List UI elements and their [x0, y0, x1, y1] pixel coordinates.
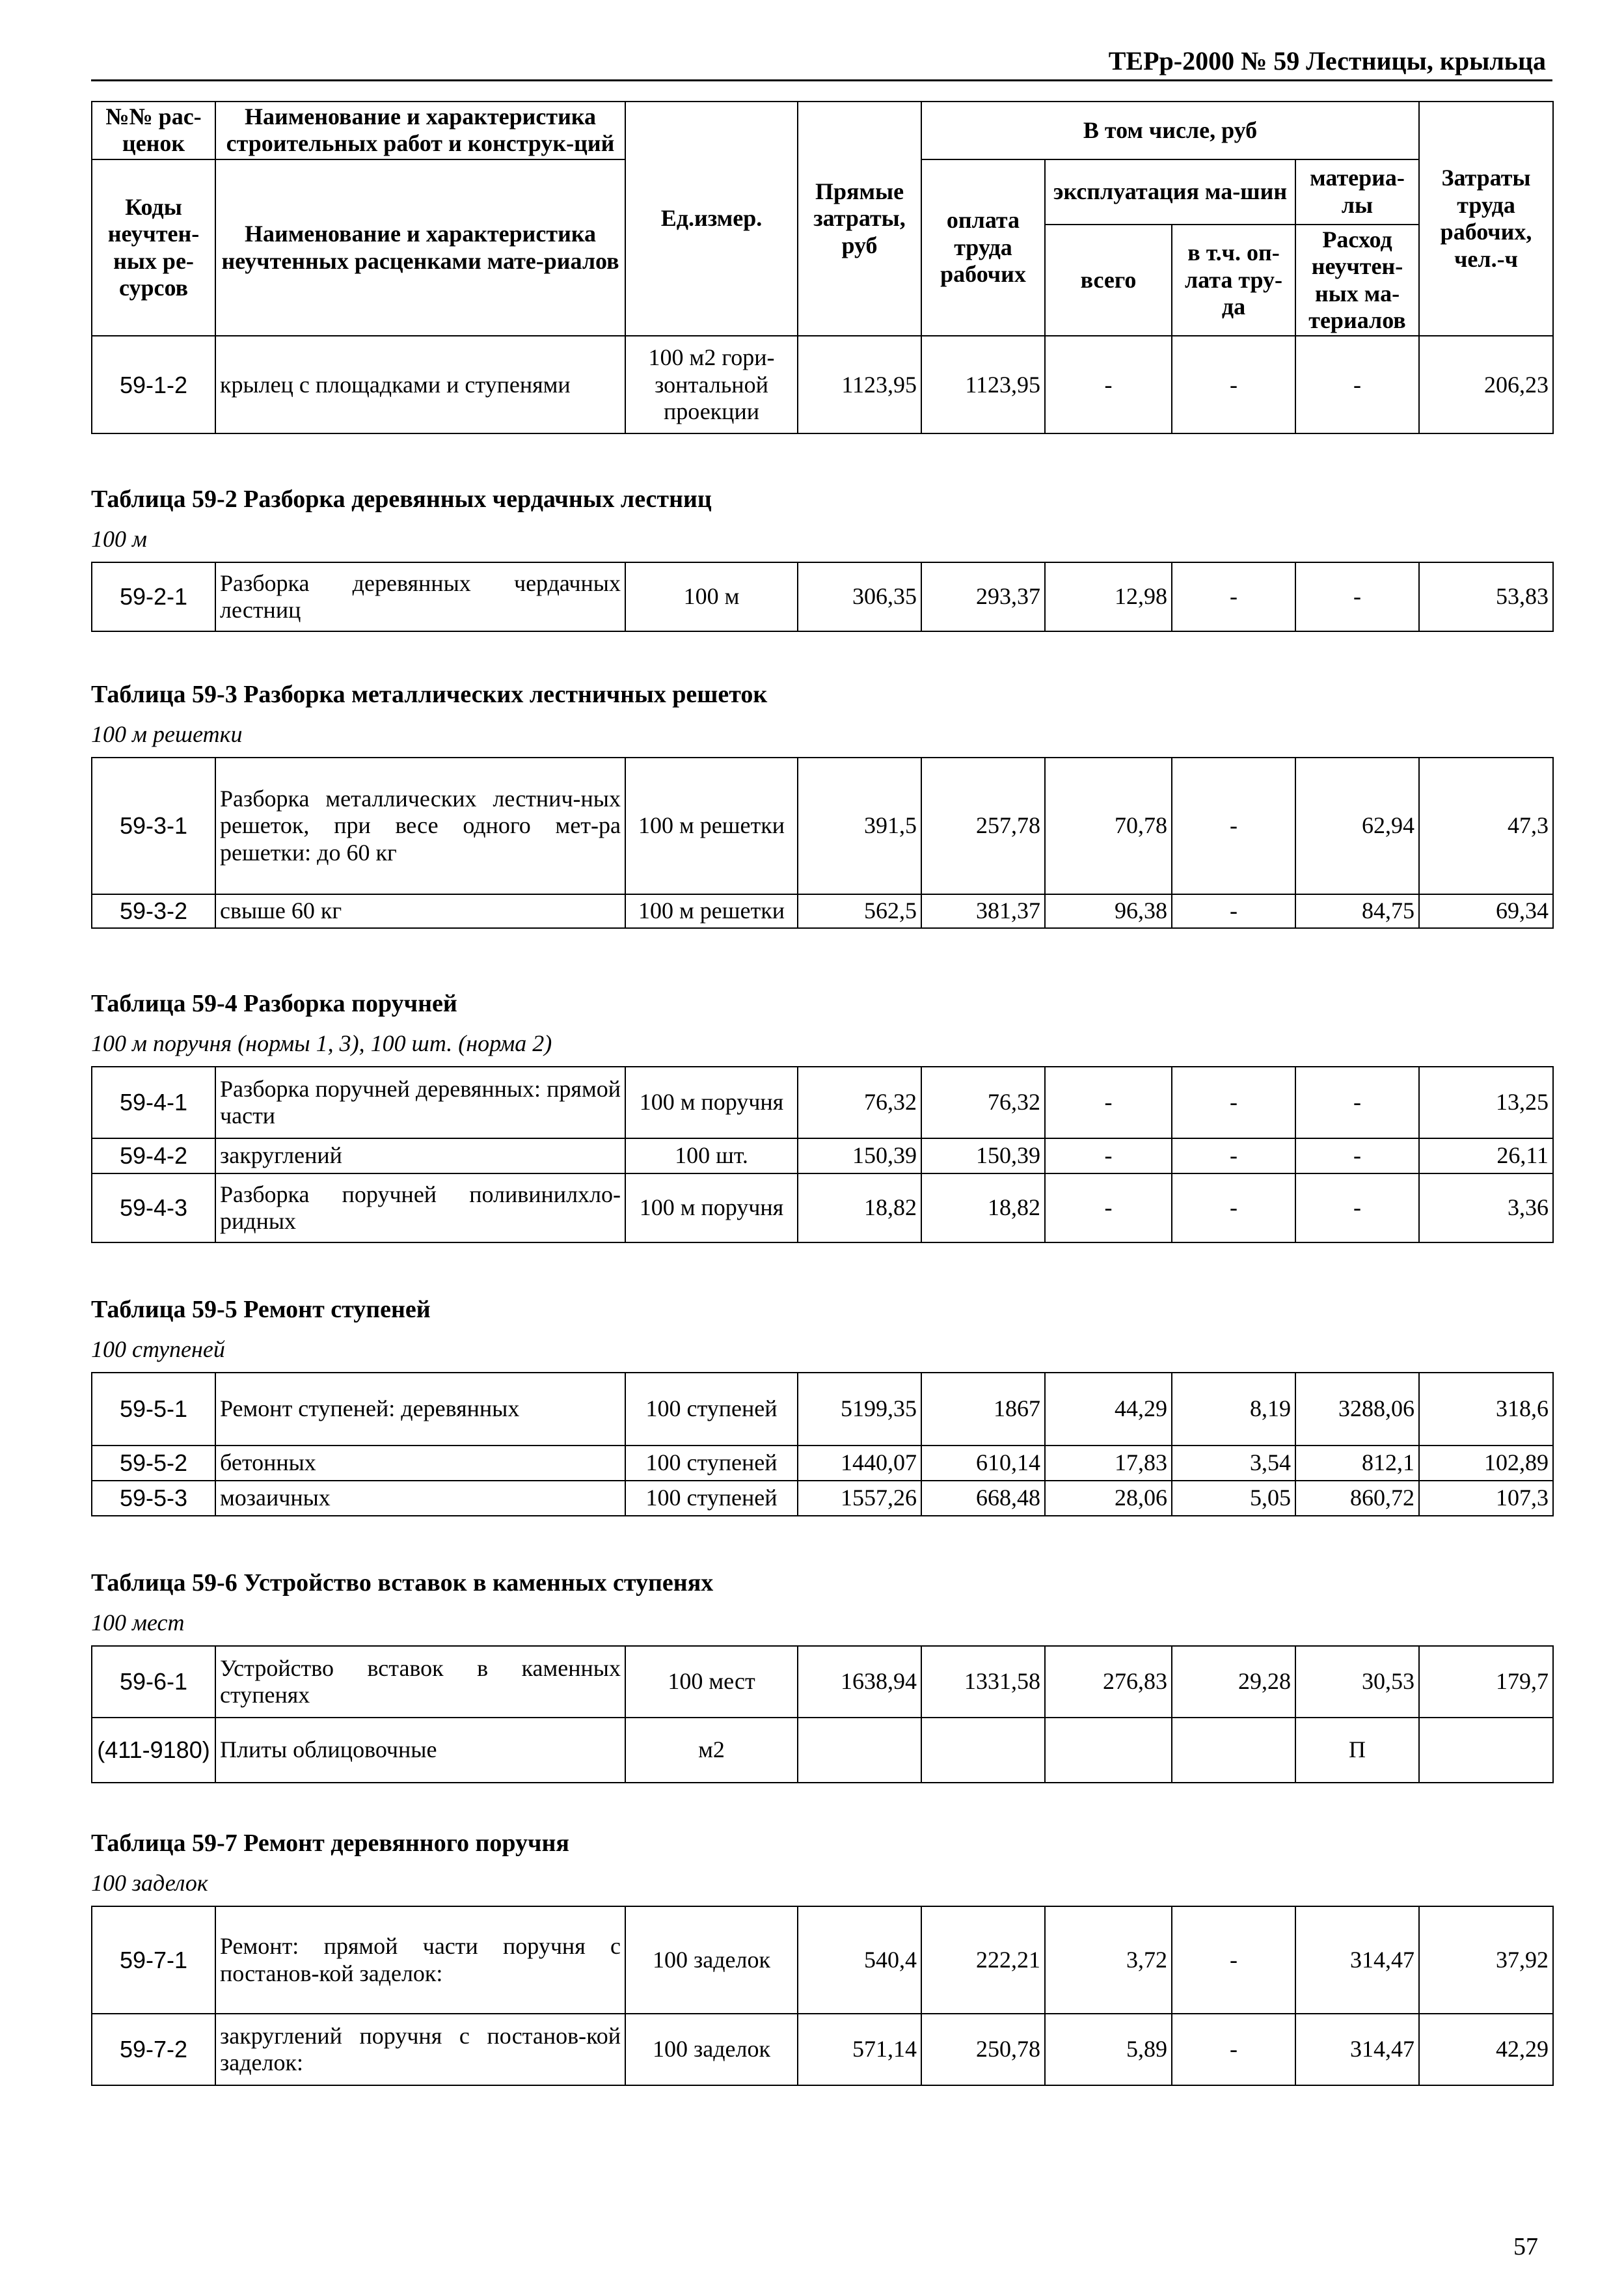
row-name: свыше 60 кг [215, 894, 625, 928]
row-machines: 28,06 [1045, 1481, 1172, 1516]
table-unit: 100 мест [91, 1610, 185, 1636]
table-row [92, 1138, 1553, 1173]
row-direct: 76,32 [798, 1067, 921, 1138]
row-code: 59-4-3 [92, 1173, 215, 1242]
row-pay: 1331,58 [921, 1646, 1045, 1718]
col-header-labor-pay: оплата труда рабочих [921, 159, 1045, 336]
table-title: Таблица 59-3 Разборка металлических лестничных решеток [91, 681, 768, 708]
table-59-5 [91, 1295, 1552, 1516]
row-machines: 44,29 [1045, 1373, 1172, 1446]
row-machines-pay: - [1172, 336, 1295, 433]
row-machines: - [1045, 1173, 1172, 1242]
row-direct: 391,5 [798, 758, 921, 894]
row-direct: 562,5 [798, 894, 921, 928]
row-materials: - [1295, 336, 1419, 433]
col-header-materials: материа-лы [1295, 159, 1419, 225]
row-materials: 30,53 [1295, 1646, 1419, 1718]
row-unit: 100 мест [625, 1646, 798, 1718]
resource-code: (411-9180) [92, 1718, 215, 1783]
row-name: мозаичных [215, 1481, 625, 1516]
row-labor: 206,23 [1419, 336, 1553, 433]
row-name: закруглений [215, 1138, 625, 1173]
row-machines: - [1045, 1138, 1172, 1173]
table-row [92, 1373, 1553, 1446]
row-code: 59-2-1 [92, 562, 215, 631]
empty-cell [921, 1718, 1045, 1783]
page-number: 57 [1513, 2233, 1538, 2260]
row-pay: 1867 [921, 1373, 1045, 1446]
row-name: крылец с площадками и ступенями [215, 336, 625, 433]
row-pay: 18,82 [921, 1173, 1045, 1242]
row-materials: 62,94 [1295, 758, 1419, 894]
table-title: Таблица 59-5 Ремонт ступеней [91, 1296, 431, 1323]
row-machines-pay: - [1172, 1067, 1295, 1138]
row-name: Разборка поручней поливинилхло-ридных [215, 1173, 625, 1242]
table-row [92, 1906, 1553, 2014]
table-unit: 100 заделок [91, 1870, 208, 1896]
row-machines-pay: - [1172, 562, 1295, 631]
row-name: Разборка поручней деревянных: прямой части [215, 1067, 625, 1138]
col-header-resource-code: Коды неучтен-ных ре-сурсов [92, 159, 215, 336]
table-row [92, 336, 1553, 433]
row-labor: 318,6 [1419, 1373, 1553, 1446]
row-materials: 860,72 [1295, 1481, 1419, 1516]
row-machines: 17,83 [1045, 1446, 1172, 1481]
table-row [92, 1646, 1553, 1718]
row-materials: 314,47 [1295, 2014, 1419, 2085]
row-machines-pay: 3,54 [1172, 1446, 1295, 1481]
row-labor: 42,29 [1419, 2014, 1553, 2085]
row-labor: 13,25 [1419, 1067, 1553, 1138]
row-direct: 150,39 [798, 1138, 921, 1173]
empty-cell [798, 1718, 921, 1783]
row-code: 59-1-2 [92, 336, 215, 433]
row-code: 59-4-2 [92, 1138, 215, 1173]
resource-row [92, 1718, 1553, 1783]
table-unit: 100 ступеней [91, 1336, 225, 1362]
row-labor: 179,7 [1419, 1646, 1553, 1718]
row-pay: 668,48 [921, 1481, 1045, 1516]
row-machines-pay: 29,28 [1172, 1646, 1295, 1718]
row-machines: - [1045, 1067, 1172, 1138]
col-header-machines-labor: в т.ч. оп-лата тру-да [1172, 225, 1295, 336]
table-59-2 [91, 485, 1552, 632]
table-row [92, 1481, 1553, 1516]
row-code: 59-5-3 [92, 1481, 215, 1516]
row-pay: 222,21 [921, 1906, 1045, 2014]
row-name: бетонных [215, 1446, 625, 1481]
table-title: Таблица 59-7 Ремонт деревянного поручня [91, 1830, 569, 1857]
row-pay: 257,78 [921, 758, 1045, 894]
col-header-resource-name: Наименование и характеристика неучтенных расценками мате-риалов [215, 159, 625, 336]
row-labor: 3,36 [1419, 1173, 1553, 1242]
row-name: Разборка металлических лестнич-ных решеток, при весе одного мет-ра решетки: до 60 кг [215, 758, 625, 894]
col-header-resource-qty: Расход неучтен-ных ма-териалов [1295, 225, 1419, 336]
row-machines-pay: - [1172, 758, 1295, 894]
row-pay: 610,14 [921, 1446, 1045, 1481]
row-unit: 100 ступеней [625, 1481, 798, 1516]
row-unit: 100 ступеней [625, 1373, 798, 1446]
row-machines-pay: - [1172, 1173, 1295, 1242]
row-labor: 107,3 [1419, 1481, 1553, 1516]
table-row [92, 1173, 1553, 1242]
table-title: Таблица 59-2 Разборка деревянных чердачных лестниц [91, 486, 712, 513]
row-code: 59-3-2 [92, 894, 215, 928]
row-direct: 1638,94 [798, 1646, 921, 1718]
row-unit: 100 м поручня [625, 1173, 798, 1242]
row-unit: 100 шт. [625, 1138, 798, 1173]
col-header-unit: Ед.измер. [625, 102, 798, 336]
row-materials: 314,47 [1295, 1906, 1419, 2014]
row-code: 59-3-1 [92, 758, 215, 894]
row-machines: 70,78 [1045, 758, 1172, 894]
table-row [92, 894, 1553, 928]
row-materials: - [1295, 562, 1419, 631]
row-direct: 306,35 [798, 562, 921, 631]
row-labor: 69,34 [1419, 894, 1553, 928]
col-header-name: Наименование и характеристика строительных работ и конструк-ций [215, 102, 625, 159]
row-unit: 100 м [625, 562, 798, 631]
row-unit: 100 м2 гори-зонтальной проекции [625, 336, 798, 433]
row-code: 59-5-2 [92, 1446, 215, 1481]
row-machines-pay: 5,05 [1172, 1481, 1295, 1516]
row-code: 59-4-1 [92, 1067, 215, 1138]
row-machines: - [1045, 336, 1172, 433]
row-direct: 571,14 [798, 2014, 921, 2085]
row-name: Разборка деревянных чердачных лестниц [215, 562, 625, 631]
row-materials: - [1295, 1173, 1419, 1242]
row-unit: 100 м решетки [625, 894, 798, 928]
row-pay: 1123,95 [921, 336, 1045, 433]
row-name: Ремонт: прямой части поручня с постанов-кой заделок: [215, 1906, 625, 2014]
table-59-6 [91, 1569, 1552, 1783]
col-header-machines: эксплуатация ма-шин [1045, 159, 1295, 225]
row-direct: 1123,95 [798, 336, 921, 433]
row-materials: - [1295, 1067, 1419, 1138]
row-materials: 812,1 [1295, 1446, 1419, 1481]
rates-table [91, 101, 1554, 434]
row-machines-pay: - [1172, 1138, 1295, 1173]
resource-name: Плиты облицовочные [215, 1718, 625, 1783]
row-machines: 12,98 [1045, 562, 1172, 631]
row-labor: 53,83 [1419, 562, 1553, 631]
row-machines-pay: - [1172, 894, 1295, 928]
row-labor: 26,11 [1419, 1138, 1553, 1173]
row-direct: 1440,07 [798, 1446, 921, 1481]
table-unit: 100 м решетки [91, 721, 243, 747]
row-machines: 276,83 [1045, 1646, 1172, 1718]
row-machines: 3,72 [1045, 1906, 1172, 2014]
table-59-3 [91, 680, 1552, 929]
row-unit: 100 м решетки [625, 758, 798, 894]
resource-qty: П [1295, 1718, 1419, 1783]
row-code: 59-7-1 [92, 1906, 215, 2014]
row-code: 59-6-1 [92, 1646, 215, 1718]
row-name: Ремонт ступеней: деревянных [215, 1373, 625, 1446]
row-machines-pay: - [1172, 1906, 1295, 2014]
row-machines: 96,38 [1045, 894, 1172, 928]
row-pay: 381,37 [921, 894, 1045, 928]
col-header-code: №№ рас-ценок [92, 102, 215, 159]
row-unit: 100 заделок [625, 1906, 798, 2014]
resource-unit: м2 [625, 1718, 798, 1783]
row-materials: 84,75 [1295, 894, 1419, 928]
table-row [92, 1067, 1553, 1138]
row-materials: 3288,06 [1295, 1373, 1419, 1446]
row-labor: 102,89 [1419, 1446, 1553, 1481]
row-direct: 5199,35 [798, 1373, 921, 1446]
row-direct: 1557,26 [798, 1481, 921, 1516]
row-unit: 100 м поручня [625, 1067, 798, 1138]
empty-cell [1172, 1718, 1295, 1783]
row-machines-pay: 8,19 [1172, 1373, 1295, 1446]
row-materials: - [1295, 1138, 1419, 1173]
row-pay: 76,32 [921, 1067, 1045, 1138]
running-head: ТЕРр-2000 № 59 Лестницы, крыльца [1108, 46, 1546, 75]
table-row [92, 2014, 1553, 2085]
table-59-4 [91, 989, 1552, 1243]
row-unit: 100 ступеней [625, 1446, 798, 1481]
table-title: Таблица 59-6 Устройство вставок в каменных ступенях [91, 1569, 714, 1597]
row-direct: 540,4 [798, 1906, 921, 2014]
header-rule [91, 79, 1552, 81]
row-labor: 47,3 [1419, 758, 1553, 894]
row-unit: 100 заделок [625, 2014, 798, 2085]
row-machines: 5,89 [1045, 2014, 1172, 2085]
row-name: закруглений поручня с постанов-кой заделок: [215, 2014, 625, 2085]
row-code: 59-7-2 [92, 2014, 215, 2085]
row-pay: 150,39 [921, 1138, 1045, 1173]
table-59-1 [91, 101, 1552, 434]
row-direct: 18,82 [798, 1173, 921, 1242]
table-unit: 100 м поручня (нормы 1, 3), 100 шт. (норма 2) [91, 1030, 552, 1056]
table-row [92, 758, 1553, 894]
row-name: Устройство вставок в каменных ступенях [215, 1646, 625, 1718]
col-header-including: В том числе, руб [921, 102, 1419, 159]
empty-cell [1419, 1718, 1553, 1783]
col-header-direct: Прямые затраты, руб [798, 102, 921, 336]
row-labor: 37,92 [1419, 1906, 1553, 2014]
table-59-7 [91, 1829, 1552, 2086]
table-row [92, 1446, 1553, 1481]
col-header-machines-total: всего [1045, 225, 1172, 336]
table-row [92, 562, 1553, 631]
row-pay: 250,78 [921, 2014, 1045, 2085]
table-unit: 100 м [91, 526, 147, 552]
col-header-labor: Затраты труда рабочих, чел.-ч [1419, 102, 1553, 336]
row-pay: 293,37 [921, 562, 1045, 631]
table-title: Таблица 59-4 Разборка поручней [91, 990, 457, 1017]
row-code: 59-5-1 [92, 1373, 215, 1446]
empty-cell [1045, 1718, 1172, 1783]
row-machines-pay: - [1172, 2014, 1295, 2085]
